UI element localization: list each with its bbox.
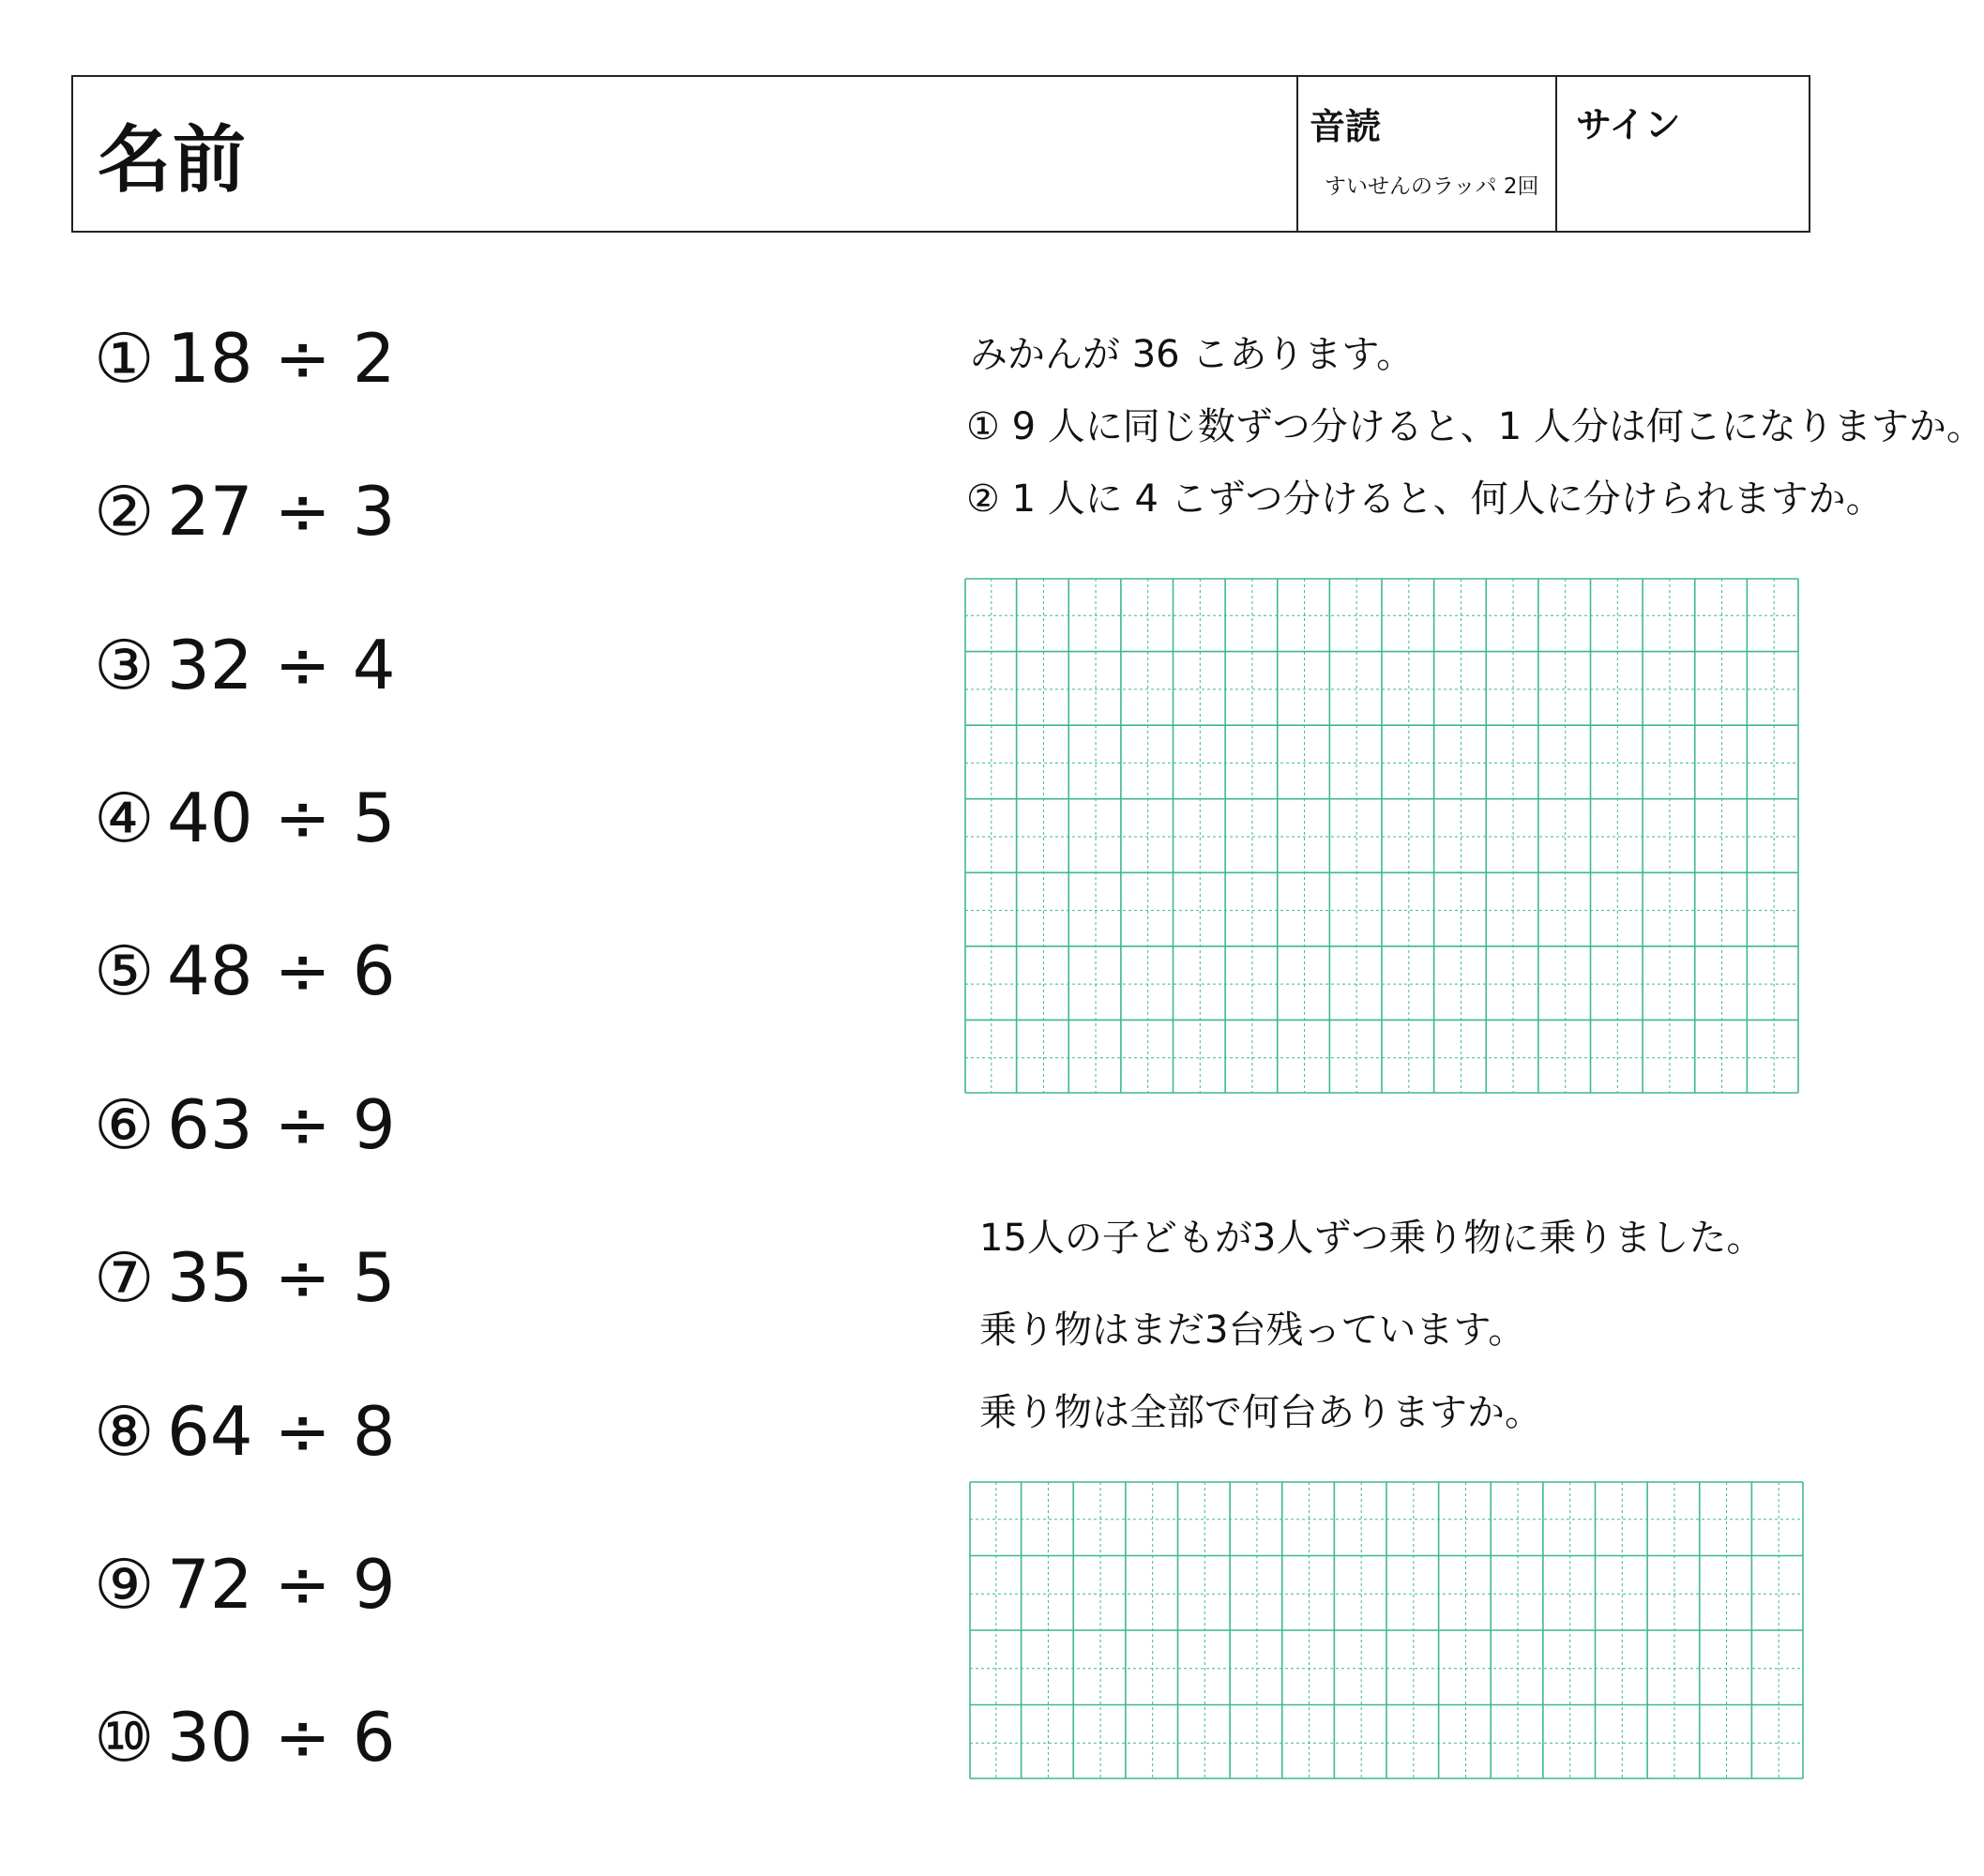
problem-expression: 32 ÷ 4: [167, 626, 396, 704]
word-problem-2-line: 乗り物はまだ3台残っています。: [979, 1309, 1526, 1352]
name-label: 名前: [98, 118, 249, 203]
problem-expression: 64 ÷ 8: [167, 1392, 396, 1471]
problem-number: ④: [94, 779, 155, 857]
ondoku-title: 音読: [1310, 106, 1382, 147]
problem-3: [94, 626, 396, 704]
problem-number: ⑨: [94, 1545, 155, 1624]
problem-2: [94, 472, 396, 551]
header-box: [71, 75, 1810, 233]
word-problem-1-line: ① 9 人に同じ数ずつ分けると、1 人分は何こになりますか。: [966, 405, 1984, 448]
problem-expression: 48 ÷ 6: [167, 931, 396, 1010]
problem-9: [94, 1545, 396, 1624]
problem-number: ②: [94, 472, 155, 551]
answer-grid-2[interactable]: [969, 1481, 1804, 1779]
problem-8: [94, 1392, 396, 1471]
problem-number: ⑦: [94, 1238, 155, 1317]
word-problem-1-line: みかんが 36 こあります。: [970, 333, 1415, 376]
word-problem-2-line: 乗り物は全部で何台ありますか。: [979, 1391, 1542, 1434]
problem-expression: 18 ÷ 2: [167, 319, 396, 398]
problem-number: ⑧: [94, 1392, 155, 1471]
word-problem-1-line: ② 1 人に 4 こずつ分けると、何人に分けられますか。: [966, 477, 1884, 521]
problem-expression: 72 ÷ 9: [167, 1545, 396, 1624]
problem-expression: 40 ÷ 5: [167, 779, 396, 857]
problem-1: [94, 319, 396, 398]
problem-7: [94, 1238, 396, 1317]
sign-title: サイン: [1576, 104, 1681, 145]
problem-expression: 27 ÷ 3: [167, 472, 396, 551]
problem-6: [94, 1085, 396, 1164]
problem-10: [94, 1698, 396, 1777]
answer-grid-1[interactable]: [964, 578, 1799, 1094]
ondoku-note: すいせんのラッパ 2回: [1325, 174, 1539, 199]
problem-4: [94, 779, 396, 857]
problem-number: ①: [94, 319, 155, 398]
problem-expression: 63 ÷ 9: [167, 1085, 396, 1164]
ondoku-cell: [1296, 77, 1557, 231]
sign-cell: [1555, 77, 1809, 231]
word-problem-2-line: 15人の子どもが3人ずつ乗り物に乗りました。: [979, 1217, 1764, 1260]
problem-5: [94, 931, 396, 1010]
problem-number: ⑤: [94, 931, 155, 1010]
problem-expression: 35 ÷ 5: [167, 1238, 396, 1317]
problem-number: ③: [94, 626, 155, 704]
problem-expression: 30 ÷ 6: [167, 1698, 396, 1777]
problem-number: ⑩: [94, 1698, 155, 1777]
problem-number: ⑥: [94, 1085, 155, 1164]
